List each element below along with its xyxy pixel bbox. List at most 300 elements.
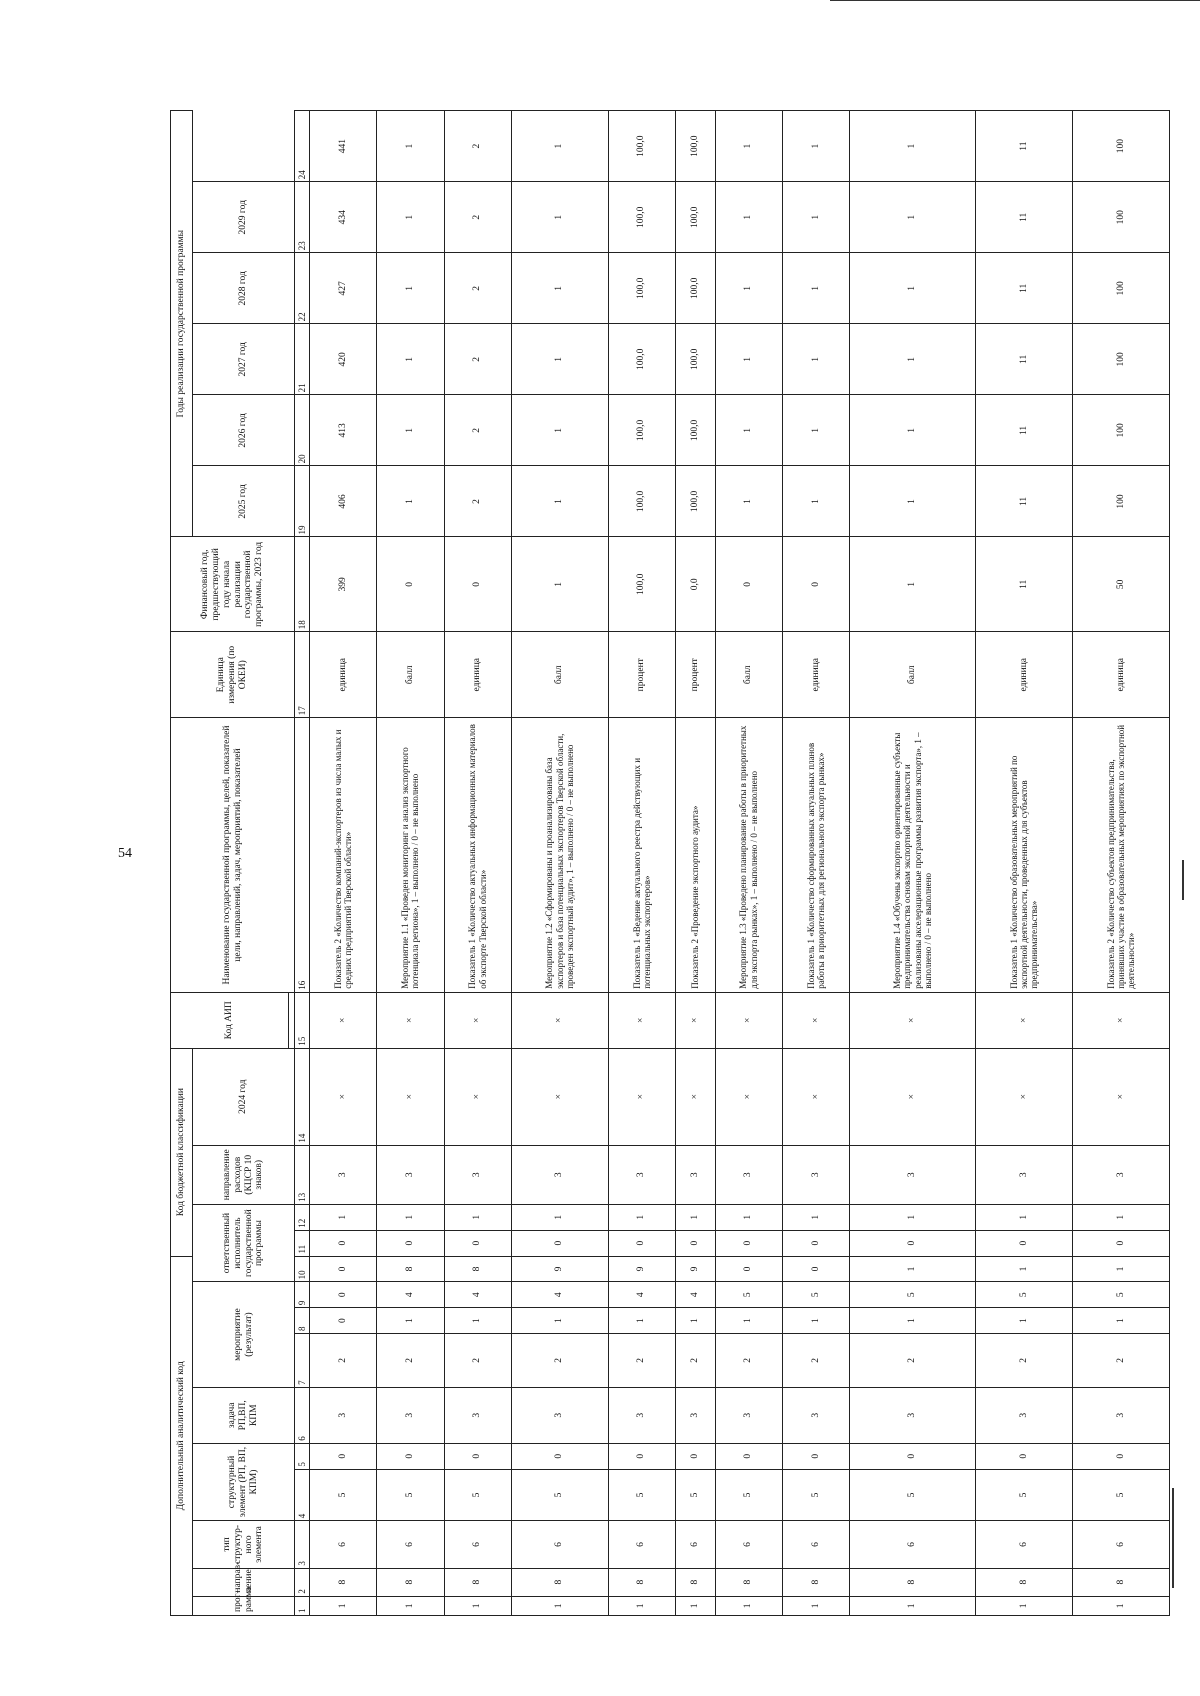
row-code-10: 9: [676, 1256, 716, 1282]
header-year-2028: 2028 год: [193, 253, 295, 324]
row-code-5: 0: [511, 1443, 608, 1469]
row-code-2: 8: [976, 1568, 1073, 1596]
row-value-2026: 1: [850, 324, 976, 395]
row-code-1: 1: [782, 1596, 849, 1615]
row-value-2025: 2: [444, 395, 511, 466]
row-name: Мероприятие 1.4 «Обучены экспортно ориентированные субъекты предпринимательства основам экспортной деятельности и реализованы акселерационные программы развития экспорта», 1 – выполнено / 0 – не выполнено: [850, 718, 976, 993]
row-name: Показатель 2 «Проведение экспортного аудита»: [676, 718, 716, 993]
row-code-7: 2: [850, 1334, 976, 1388]
row-value-2028: 1: [782, 182, 849, 253]
row-code-5: 0: [715, 1443, 782, 1469]
header-year-2029: 2029 год: [193, 182, 295, 253]
row-value-2027: 1: [715, 253, 782, 324]
row-code-9: 5: [850, 1282, 976, 1308]
header-name: Наименование государственной программы, целей, показателей цели, направлений, задач, мероприятий, показателей: [171, 718, 295, 993]
row-value-2025: 100,0: [676, 395, 716, 466]
row-code-1: 1: [377, 1596, 444, 1615]
row-code-13: 3: [782, 1145, 849, 1204]
row-value-2025: 11: [976, 395, 1073, 466]
row-value-2023: 50: [1073, 537, 1170, 632]
column-number: 24: [295, 111, 310, 182]
row-code-10: 9: [608, 1256, 675, 1282]
row-code-10: 0: [782, 1256, 849, 1282]
row-code-12: 1: [310, 1204, 377, 1230]
row-code-15: ×: [782, 992, 849, 1048]
table-row: [511, 111, 608, 1616]
row-code-3: 6: [850, 1521, 976, 1568]
row-value-2028: 1: [511, 182, 608, 253]
row-code-9: 4: [676, 1282, 716, 1308]
row-value-2023: 0: [377, 537, 444, 632]
row-code-4: 5: [715, 1469, 782, 1521]
column-number: 11: [295, 1230, 310, 1256]
row-value-2029: 1: [511, 111, 608, 182]
row-value-2024: 1: [715, 466, 782, 537]
row-code-13: 3: [608, 1145, 675, 1204]
row-value-2024: 100,0: [676, 466, 716, 537]
row-code-15: ×: [976, 992, 1073, 1048]
row-code-2: 8: [1073, 1568, 1170, 1596]
column-number: 15: [295, 992, 310, 1048]
row-value-2025: 413: [310, 395, 377, 466]
row-value-2026: 100,0: [676, 324, 716, 395]
row-code-6: 3: [676, 1387, 716, 1443]
row-code-12: 1: [676, 1204, 716, 1230]
row-unit: единица: [1073, 632, 1170, 718]
row-code-14: ×: [1073, 1048, 1170, 1145]
row-code-6: 3: [850, 1387, 976, 1443]
row-code-1: 1: [850, 1596, 976, 1615]
column-number: 14: [295, 1048, 310, 1145]
row-code-12: 1: [377, 1204, 444, 1230]
row-code-7: 2: [310, 1334, 377, 1388]
column-number: 7: [295, 1334, 310, 1388]
row-code-5: 0: [782, 1443, 849, 1469]
row-code-2: 8: [715, 1568, 782, 1596]
row-code-15: ×: [608, 992, 675, 1048]
scan-edge-line: [1172, 1488, 1174, 1588]
row-code-4: 5: [377, 1469, 444, 1521]
header-element-type: тип структур-ного элемента: [193, 1521, 295, 1568]
row-code-3: 6: [676, 1521, 716, 1568]
table-row: [1073, 111, 1170, 1616]
row-code-12: 1: [444, 1204, 511, 1230]
column-number: 17: [295, 632, 310, 718]
row-value-2026: 1: [782, 324, 849, 395]
row-name: Мероприятие 1.3 «Проведено планирование работы в приоритетных для экспорта рынках», 1 – выполнено / 0 – не выполнено: [715, 718, 782, 993]
column-number: 1: [295, 1596, 310, 1615]
row-code-4: 5: [976, 1469, 1073, 1521]
row-value-2027: 11: [976, 253, 1073, 324]
row-value-2024: 406: [310, 466, 377, 537]
row-code-8: 1: [444, 1308, 511, 1334]
row-code-11: 0: [676, 1230, 716, 1256]
column-number: 2: [295, 1568, 310, 1596]
row-code-9: 5: [782, 1282, 849, 1308]
row-unit: единица: [976, 632, 1073, 718]
table-row: [782, 111, 849, 1616]
row-value-2026: 11: [976, 324, 1073, 395]
row-unit: единица: [444, 632, 511, 718]
header-year-2024: 2024 год: [193, 1048, 295, 1145]
row-name: Показатель 2 «Количество субъектов предпринимательства, принявших участие в образовательных мероприятиях по экспортной деятельности»: [1073, 718, 1170, 993]
row-code-9: 4: [444, 1282, 511, 1308]
row-code-7: 2: [608, 1334, 675, 1388]
row-code-15: ×: [310, 992, 377, 1048]
row-code-9: 5: [715, 1282, 782, 1308]
row-unit: балл: [511, 632, 608, 718]
row-code-4: 5: [511, 1469, 608, 1521]
row-code-7: 2: [377, 1334, 444, 1388]
row-value-2023: 399: [310, 537, 377, 632]
row-value-2026: 1: [511, 324, 608, 395]
row-code-5: 0: [608, 1443, 675, 1469]
row-value-2024: 100: [1073, 466, 1170, 537]
header-additional-code: Дополнительный аналитический код: [171, 1256, 193, 1615]
row-code-14: ×: [310, 1048, 377, 1145]
table-row: [976, 111, 1073, 1616]
row-code-6: 3: [444, 1387, 511, 1443]
scan-edge-line: [830, 0, 1200, 1]
row-value-2024: 1: [850, 466, 976, 537]
row-value-2029: 100,0: [676, 111, 716, 182]
column-number: 18: [295, 537, 310, 632]
column-number-row: [295, 111, 310, 1616]
row-code-6: 3: [511, 1387, 608, 1443]
row-code-13: 3: [976, 1145, 1073, 1204]
row-code-13: 3: [310, 1145, 377, 1204]
row-name: Показатель 2 «Количество компаний-экспортеров из числа малых и средних предприятий Тверской области»: [310, 718, 377, 993]
row-code-3: 6: [377, 1521, 444, 1568]
row-code-1: 1: [715, 1596, 782, 1615]
row-unit: единица: [310, 632, 377, 718]
row-code-1: 1: [511, 1596, 608, 1615]
row-unit: процент: [676, 632, 716, 718]
row-code-10: 1: [976, 1256, 1073, 1282]
row-code-12: 1: [782, 1204, 849, 1230]
row-code-10: 0: [715, 1256, 782, 1282]
row-code-7: 2: [715, 1334, 782, 1388]
row-name: Мероприятие 1.1 «Проведен мониторинг и анализ экспортного потенциала региона», 1 – выполнено / 0 – не выполнено: [377, 718, 444, 993]
row-code-1: 1: [444, 1596, 511, 1615]
row-value-2023: 0: [782, 537, 849, 632]
row-code-14: ×: [511, 1048, 608, 1145]
row-value-2026: 1: [715, 324, 782, 395]
row-code-11: 0: [782, 1230, 849, 1256]
row-code-13: 3: [1073, 1145, 1170, 1204]
row-value-2027: 1: [377, 253, 444, 324]
column-number: 4: [295, 1469, 310, 1521]
column-number: 12: [295, 1204, 310, 1230]
row-code-4: 5: [310, 1469, 377, 1521]
row-value-2025: 1: [511, 395, 608, 466]
row-code-3: 6: [782, 1521, 849, 1568]
row-code-8: 1: [715, 1308, 782, 1334]
row-code-3: 6: [444, 1521, 511, 1568]
row-code-13: 3: [850, 1145, 976, 1204]
header-budget-code: Код бюджетной классификации: [171, 1048, 193, 1256]
row-code-7: 2: [1073, 1334, 1170, 1388]
row-name: Показатель 1 «Ведение актуального реестра действующих и потенциальных экспортеров»: [608, 718, 675, 993]
row-code-5: 0: [850, 1443, 976, 1469]
row-code-2: 8: [782, 1568, 849, 1596]
row-value-2023: 1: [511, 537, 608, 632]
row-code-11: 0: [976, 1230, 1073, 1256]
column-number: 6: [295, 1387, 310, 1443]
header-year-2026: 2026 год: [193, 395, 295, 466]
row-code-5: 0: [1073, 1443, 1170, 1469]
row-code-3: 6: [511, 1521, 608, 1568]
row-value-2027: 1: [511, 253, 608, 324]
row-value-2024: 11: [976, 466, 1073, 537]
row-code-2: 8: [310, 1568, 377, 1596]
header-program: прог-рамма: [193, 1596, 295, 1615]
row-code-2: 8: [377, 1568, 444, 1596]
row-code-5: 0: [377, 1443, 444, 1469]
row-unit: балл: [850, 632, 976, 718]
program-table: [170, 110, 1170, 1616]
row-code-7: 2: [976, 1334, 1073, 1388]
row-code-6: 3: [1073, 1387, 1170, 1443]
row-code-14: ×: [676, 1048, 716, 1145]
row-code-8: 1: [676, 1308, 716, 1334]
row-code-7: 2: [511, 1334, 608, 1388]
column-number: 8: [295, 1308, 310, 1334]
row-code-2: 8: [850, 1568, 976, 1596]
row-code-11: 0: [511, 1230, 608, 1256]
row-code-5: 0: [676, 1443, 716, 1469]
row-unit: балл: [715, 632, 782, 718]
row-code-8: 1: [976, 1308, 1073, 1334]
row-unit: балл: [377, 632, 444, 718]
row-code-4: 5: [782, 1469, 849, 1521]
row-value-2028: 2: [444, 182, 511, 253]
row-code-12: 1: [715, 1204, 782, 1230]
row-value-2025: 100: [1073, 395, 1170, 466]
scan-edge-line: [1182, 860, 1184, 900]
row-code-8: 1: [1073, 1308, 1170, 1334]
row-code-13: 3: [676, 1145, 716, 1204]
table-row: [676, 111, 716, 1616]
row-code-1: 1: [1073, 1596, 1170, 1615]
header-fin-year: Финансовый год, предшествующий году начала реализации государственной программы, 2023 год: [171, 537, 295, 632]
row-code-6: 3: [608, 1387, 675, 1443]
page-number: 54: [118, 846, 132, 861]
row-code-13: 3: [377, 1145, 444, 1204]
row-code-3: 6: [976, 1521, 1073, 1568]
row-code-7: 2: [782, 1334, 849, 1388]
row-code-6: 3: [715, 1387, 782, 1443]
row-code-1: 1: [310, 1596, 377, 1615]
row-code-4: 5: [444, 1469, 511, 1521]
row-name: Показатель 1 «Количество образовательных мероприятий по экспортной деятельности, проведенных для субъектов предпринимательства»: [976, 718, 1073, 993]
row-code-8: 1: [608, 1308, 675, 1334]
header-year-2027: 2027 год: [193, 324, 295, 395]
row-code-4: 5: [850, 1469, 976, 1521]
table-row: [608, 111, 675, 1616]
row-code-15: ×: [850, 992, 976, 1048]
column-number: 21: [295, 324, 310, 395]
row-value-2027: 100,0: [608, 253, 675, 324]
row-code-8: 1: [377, 1308, 444, 1334]
row-code-15: ×: [444, 992, 511, 1048]
row-value-2023: 11: [976, 537, 1073, 632]
row-code-9: 4: [608, 1282, 675, 1308]
row-code-3: 6: [1073, 1521, 1170, 1568]
row-code-6: 3: [310, 1387, 377, 1443]
header-unit: Единица измерения (по ОКЕИ): [171, 632, 295, 718]
row-value-2027: 100,0: [676, 253, 716, 324]
header-years-group: Годы реализации государственной программы: [171, 111, 193, 537]
row-code-3: 6: [608, 1521, 675, 1568]
row-value-2028: 100: [1073, 182, 1170, 253]
row-code-5: 0: [444, 1443, 511, 1469]
column-number: 9: [295, 1282, 310, 1308]
table-row: [310, 111, 377, 1616]
row-code-12: 1: [976, 1204, 1073, 1230]
row-code-10: 8: [377, 1256, 444, 1282]
row-value-2029: 2: [444, 111, 511, 182]
row-code-15: ×: [511, 992, 608, 1048]
row-code-3: 6: [310, 1521, 377, 1568]
row-code-14: ×: [715, 1048, 782, 1145]
row-code-6: 3: [377, 1387, 444, 1443]
table-row: [715, 111, 782, 1616]
row-value-2026: 2: [444, 324, 511, 395]
header-executor: ответственный исполнитель государственной программы: [193, 1204, 295, 1281]
column-number: 23: [295, 182, 310, 253]
row-code-14: ×: [850, 1048, 976, 1145]
row-code-5: 0: [976, 1443, 1073, 1469]
row-code-11: 0: [377, 1230, 444, 1256]
row-code-2: 8: [444, 1568, 511, 1596]
row-value-2025: 1: [850, 395, 976, 466]
column-number: 22: [295, 253, 310, 324]
row-value-2027: 1: [850, 253, 976, 324]
row-code-14: ×: [377, 1048, 444, 1145]
row-value-2029: 1: [715, 111, 782, 182]
row-value-2026: 100,0: [608, 324, 675, 395]
row-code-4: 5: [608, 1469, 675, 1521]
row-value-2029: 441: [310, 111, 377, 182]
row-code-10: 8: [444, 1256, 511, 1282]
row-value-2024: 1: [511, 466, 608, 537]
row-code-13: 3: [715, 1145, 782, 1204]
header-aip-code: Код АИП: [171, 992, 289, 1048]
header-task: задача РП,ВП, КПМ: [193, 1387, 295, 1443]
row-code-10: 1: [850, 1256, 976, 1282]
row-code-11: 0: [608, 1230, 675, 1256]
row-code-4: 5: [1073, 1469, 1170, 1521]
row-value-2024: 2: [444, 466, 511, 537]
row-value-2028: 1: [377, 182, 444, 253]
row-code-11: 0: [1073, 1230, 1170, 1256]
row-value-2025: 1: [782, 395, 849, 466]
row-code-2: 8: [676, 1568, 716, 1596]
row-value-2023: 0: [444, 537, 511, 632]
row-code-12: 1: [850, 1204, 976, 1230]
column-number: 16: [295, 718, 310, 993]
row-value-2028: 1: [850, 182, 976, 253]
row-code-10: 0: [310, 1256, 377, 1282]
row-unit: единица: [782, 632, 849, 718]
row-value-2023: 1: [850, 537, 976, 632]
row-code-7: 2: [444, 1334, 511, 1388]
row-value-2029: 100: [1073, 111, 1170, 182]
header-structural-element: структурный элемент (РП, ВП, КПМ): [193, 1443, 295, 1521]
row-code-9: 5: [976, 1282, 1073, 1308]
row-code-15: ×: [715, 992, 782, 1048]
column-number: 5: [295, 1443, 310, 1469]
table-body: [295, 111, 1170, 1616]
table-row: [444, 111, 511, 1616]
row-code-14: ×: [444, 1048, 511, 1145]
row-value-2026: 420: [310, 324, 377, 395]
row-code-9: 0: [310, 1282, 377, 1308]
table-row: [850, 111, 976, 1616]
row-code-4: 5: [676, 1469, 716, 1521]
row-code-6: 3: [976, 1387, 1073, 1443]
row-code-9: 4: [377, 1282, 444, 1308]
row-value-2028: 100,0: [608, 182, 675, 253]
row-code-8: 1: [782, 1308, 849, 1334]
row-value-2026: 100: [1073, 324, 1170, 395]
row-code-9: 4: [511, 1282, 608, 1308]
row-value-2023: 0: [715, 537, 782, 632]
header-year-2025: 2025 год: [193, 466, 295, 537]
row-code-2: 8: [608, 1568, 675, 1596]
table-row: [377, 111, 444, 1616]
column-number: 10: [295, 1256, 310, 1282]
column-number: 20: [295, 395, 310, 466]
row-code-8: 0: [310, 1308, 377, 1334]
row-code-12: 1: [608, 1204, 675, 1230]
row-code-11: 0: [715, 1230, 782, 1256]
row-value-2029: 100,0: [608, 111, 675, 182]
row-code-9: 5: [1073, 1282, 1170, 1308]
row-code-1: 1: [608, 1596, 675, 1615]
row-value-2028: 11: [976, 182, 1073, 253]
row-code-15: ×: [676, 992, 716, 1048]
row-code-1: 1: [976, 1596, 1073, 1615]
row-code-13: 3: [444, 1145, 511, 1204]
row-value-2025: 1: [377, 395, 444, 466]
row-code-14: ×: [608, 1048, 675, 1145]
row-value-2028: 1: [715, 182, 782, 253]
row-code-2: 8: [511, 1568, 608, 1596]
row-value-2023: 0,0: [676, 537, 716, 632]
row-value-2024: 100,0: [608, 466, 675, 537]
row-unit: процент: [608, 632, 675, 718]
row-code-11: 0: [444, 1230, 511, 1256]
row-code-11: 0: [310, 1230, 377, 1256]
row-value-2027: 2: [444, 253, 511, 324]
row-code-5: 0: [310, 1443, 377, 1469]
row-name: Мероприятие 1.2 «Сформированы и проанализированы база экспортеров и база потенциальных экспортеров Тверской области, проведен экспортный аудит», 1 – выполнено / 0 – не выполнено: [511, 718, 608, 993]
column-number: 3: [295, 1521, 310, 1568]
row-code-15: ×: [377, 992, 444, 1048]
row-code-15: ×: [1073, 992, 1170, 1048]
row-name: Показатель 1 «Количество актуальных информационных материалов об экспорте Тверской области»: [444, 718, 511, 993]
row-value-2023: 100,0: [608, 537, 675, 632]
column-number: 13: [295, 1145, 310, 1204]
row-code-1: 1: [676, 1596, 716, 1615]
row-code-14: ×: [976, 1048, 1073, 1145]
row-value-2029: 1: [782, 111, 849, 182]
row-value-2027: 100: [1073, 253, 1170, 324]
row-value-2028: 100,0: [676, 182, 716, 253]
row-value-2027: 1: [782, 253, 849, 324]
